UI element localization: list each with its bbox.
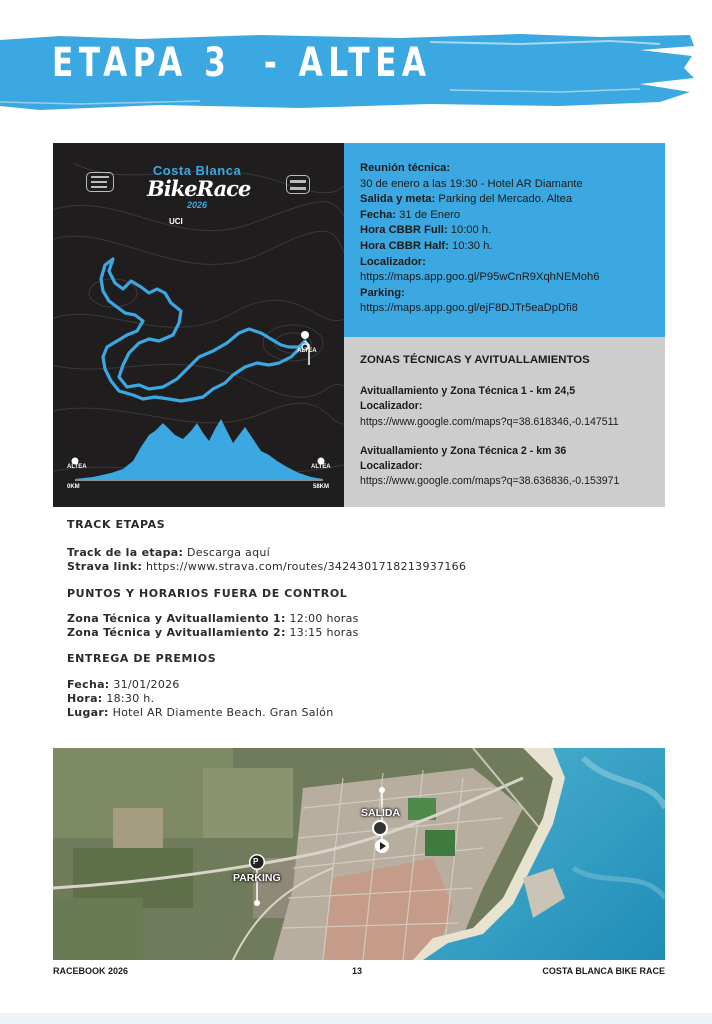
full-time-row	[360, 223, 655, 239]
track-download-link[interactable]: Descarga aquí	[187, 546, 270, 559]
control-zone2-row	[67, 626, 359, 639]
zone1-link[interactable]: https://www.google.com/maps?q=38.618346,-0.147511	[360, 415, 619, 428]
control-zone2-value: 13:15 horas	[289, 626, 359, 639]
zone1-title: Avituallamiento y Zona Técnica 1 - km 24,5	[360, 385, 576, 398]
half-time-value: 10:30 h.	[452, 239, 493, 252]
elevation-profile	[75, 419, 323, 479]
date-value: 31 de Enero	[399, 208, 461, 221]
awards-time-value: 18:30 h.	[106, 692, 155, 705]
track-stage-label: Track de la etapa:	[67, 546, 184, 559]
full-time-label: Hora CBBR Full:	[360, 224, 448, 237]
aerial-map[interactable]	[53, 748, 665, 960]
awards-date-value: 31/01/2026	[113, 678, 180, 691]
date-label: Fecha:	[360, 208, 397, 221]
track-heading: TRACK ETAPAS	[67, 518, 166, 531]
zone2-locator-label: Localizador:	[360, 460, 423, 473]
aerial-map-image	[53, 748, 665, 960]
zone1-locator-label: Localizador:	[360, 400, 423, 413]
route-end-label: ALTEA	[297, 348, 317, 354]
salida-label: SALIDA	[361, 807, 401, 819]
footer-right: COSTA BLANCA BIKE RACE	[542, 966, 665, 976]
parking-icon: P	[253, 857, 259, 866]
half-time-row	[360, 239, 655, 255]
track-stage-row	[67, 546, 270, 559]
start-finish-row	[360, 192, 655, 208]
parking-label: Parking:	[360, 286, 405, 299]
zone2-link[interactable]: https://www.google.com/maps?q=38.636836,-0.153971	[360, 475, 620, 488]
date-row	[360, 208, 655, 224]
page-title: ETAPA 3 - ALTEA	[52, 40, 432, 86]
footer-left: RACEBOOK 2026	[53, 966, 129, 976]
control-heading: PUNTOS Y HORARIOS FUERA DE CONTROL	[67, 587, 348, 600]
logo-costa-blanca: Costa Blanca	[152, 163, 242, 178]
awards-place-label: Lugar:	[67, 706, 109, 719]
stage-poster	[53, 143, 344, 507]
zone2-title: Avituallamiento y Zona Técnica 2 - km 36	[360, 444, 567, 457]
profile-axis-start: 0KM	[67, 484, 80, 490]
logo-year: 2026	[186, 200, 208, 210]
control-zone1-value: 12:00 horas	[289, 612, 359, 625]
control-zone1-label: Zona Técnica y Avituallamiento 1:	[67, 612, 286, 625]
bottom-band	[0, 1013, 712, 1024]
meeting-label: Reunión técnica:	[360, 162, 451, 174]
half-time-label: Hora CBBR Half:	[360, 239, 449, 252]
awards-place-value: Hotel AR Diamente Beach. Gran Salón	[112, 706, 334, 719]
awards-place-row	[67, 706, 333, 719]
parking-link[interactable]: https://maps.app.goo.gl/ejF8DJTr5eaDpDfi8	[360, 302, 578, 315]
technical-meeting-box	[344, 143, 665, 337]
locator-label: Localizador:	[360, 255, 426, 268]
awards-date-label: Fecha:	[67, 678, 110, 691]
control-zone2-label: Zona Técnica y Avituallamiento 2:	[67, 626, 286, 639]
strava-link[interactable]: https://www.strava.com/routes/3424301718213937166	[145, 560, 467, 573]
zones-title: ZONAS TÉCNICAS Y AVITUALLAMIENTOS	[360, 354, 590, 366]
meeting-value: 30 de enero a las 19:30 - Hotel AR Diamante	[360, 177, 583, 190]
profile-start-label: ALTEA	[67, 464, 87, 470]
uci-logo: UCI	[169, 217, 183, 226]
route-and-profile	[53, 143, 344, 507]
route-line	[101, 259, 305, 401]
locator-link[interactable]: https://maps.app.goo.gl/P95wCnR9XqhNEMoh6	[360, 271, 600, 284]
start-finish-value: Parking del Mercado. Altea	[438, 193, 573, 206]
technical-zones-box	[344, 337, 665, 507]
strava-label: Strava link:	[67, 560, 143, 573]
awards-heading: ENTREGA DE PREMIOS	[67, 652, 217, 665]
parking-map-label: PARKING	[233, 872, 281, 884]
profile-axis-end: 58KM	[313, 484, 330, 490]
awards-date-row	[67, 678, 180, 691]
start-finish-label: Salida y meta:	[360, 193, 436, 206]
strava-row	[67, 560, 466, 573]
stage-info-panel	[53, 143, 665, 507]
awards-time-row	[67, 692, 154, 705]
control-zone1-row	[67, 612, 359, 625]
awards-time-label: Hora:	[67, 692, 103, 705]
logo-bikerace: BikeRace	[147, 176, 251, 201]
profile-finish-label: ALTEA	[311, 464, 331, 470]
page-number: 13	[352, 966, 363, 976]
full-time-value: 10:00 h.	[450, 224, 492, 237]
